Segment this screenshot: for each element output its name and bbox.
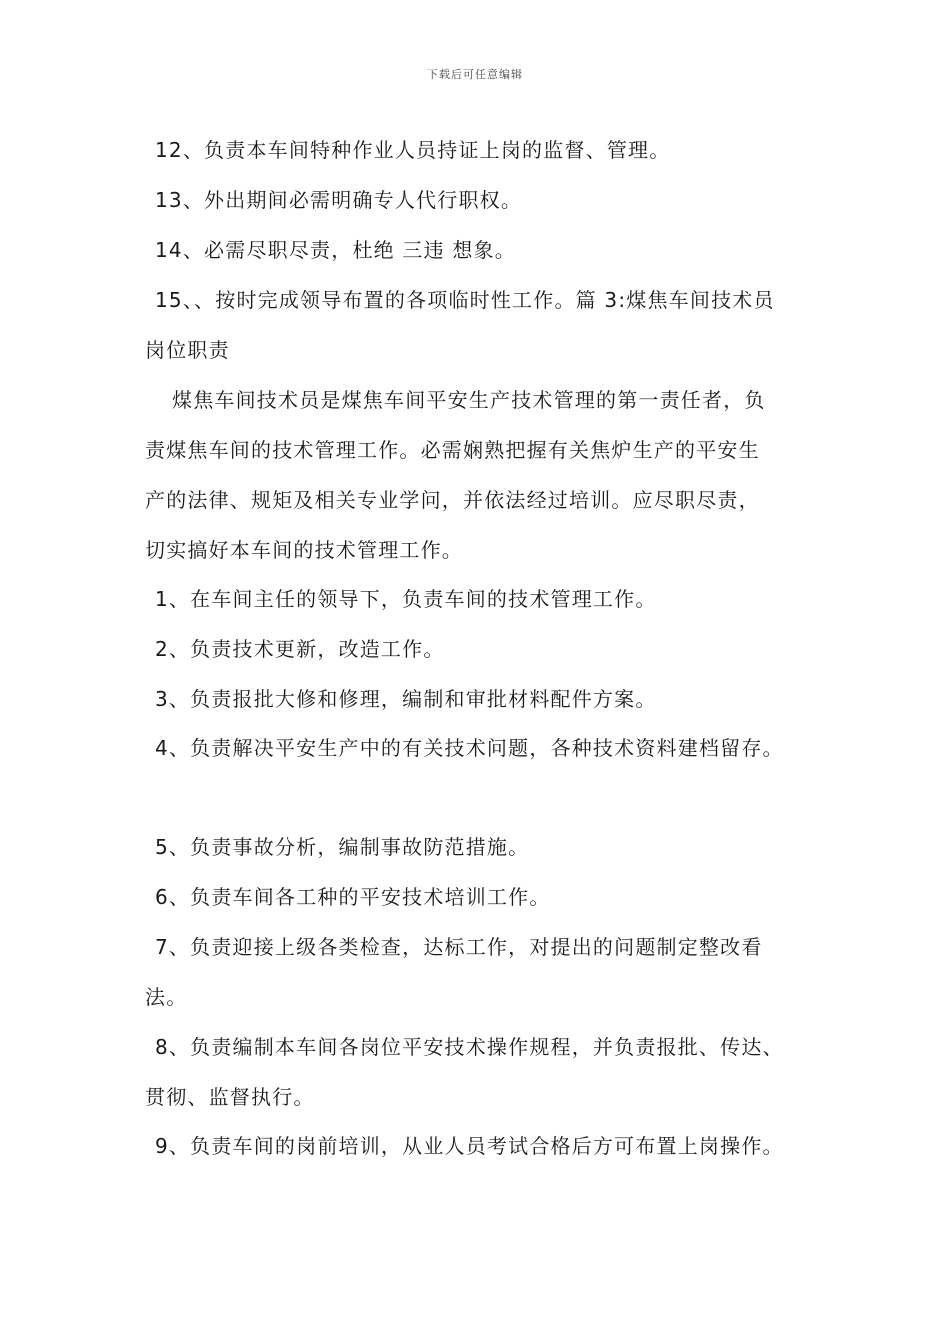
page-header: 下载后可任意编辑: [427, 68, 523, 81]
paragraph-line: 贯彻、监督执行。: [145, 1085, 315, 1109]
paragraph-line: 4、负责解决平安生产中的有关技术问题，各种技术资料建档留存。: [155, 736, 784, 760]
paragraph-line: 9、负责车间的岗前培训，从业人员考试合格后方可布置上岗操作。: [155, 1134, 784, 1158]
paragraph-line: 3、负责报批大修和修理，编制和审批材料配件方案。: [155, 687, 657, 711]
paragraph-line: 15、、按时完成领导布置的各项临时性工作。篇 3:煤焦车间技术员: [155, 288, 775, 312]
paragraph-line: 7、负责迎接上级各类检查，达标工作，对提出的问题制定整改看: [155, 935, 763, 959]
paragraph-line: 责煤焦车间的技术管理工作。必需娴熟把握有关焦炉生产的平安生: [145, 438, 760, 462]
paragraph-line: 煤焦车间技术员是煤焦车间平安生产技术管理的第一责任者，负: [172, 388, 766, 412]
paragraph-line: 8、负责编制本车间各岗位平安技术操作规程，并负责报批、传达、: [155, 1035, 784, 1059]
paragraph-line: 切实搞好本车间的技术管理工作。: [145, 538, 463, 562]
paragraph-line: 13、外出期间必需明确专人代行职权。: [155, 188, 523, 212]
paragraph-line: 12、负责本车间特种作业人员持证上岗的监督、管理。: [155, 138, 671, 162]
paragraph-line: 1、在车间主任的领导下，负责车间的技术管理工作。: [155, 587, 657, 611]
paragraph-line: 2、负责技术更新，改造工作。: [155, 637, 445, 661]
paragraph-line: 14、必需尽职尽责，杜绝 三违 想象。: [155, 238, 516, 262]
paragraph-line: 5、负责事故分析，编制事故防范措施。: [155, 835, 530, 859]
paragraph-line: 岗位职责: [145, 338, 230, 362]
paragraph-line: 6、负责车间各工种的平安技术培训工作。: [155, 885, 551, 909]
paragraph-line: 产的法律、规矩及相关专业学问，并依法经过培训。应尽职尽责，: [145, 488, 760, 512]
paragraph-line: 法。: [145, 985, 188, 1009]
